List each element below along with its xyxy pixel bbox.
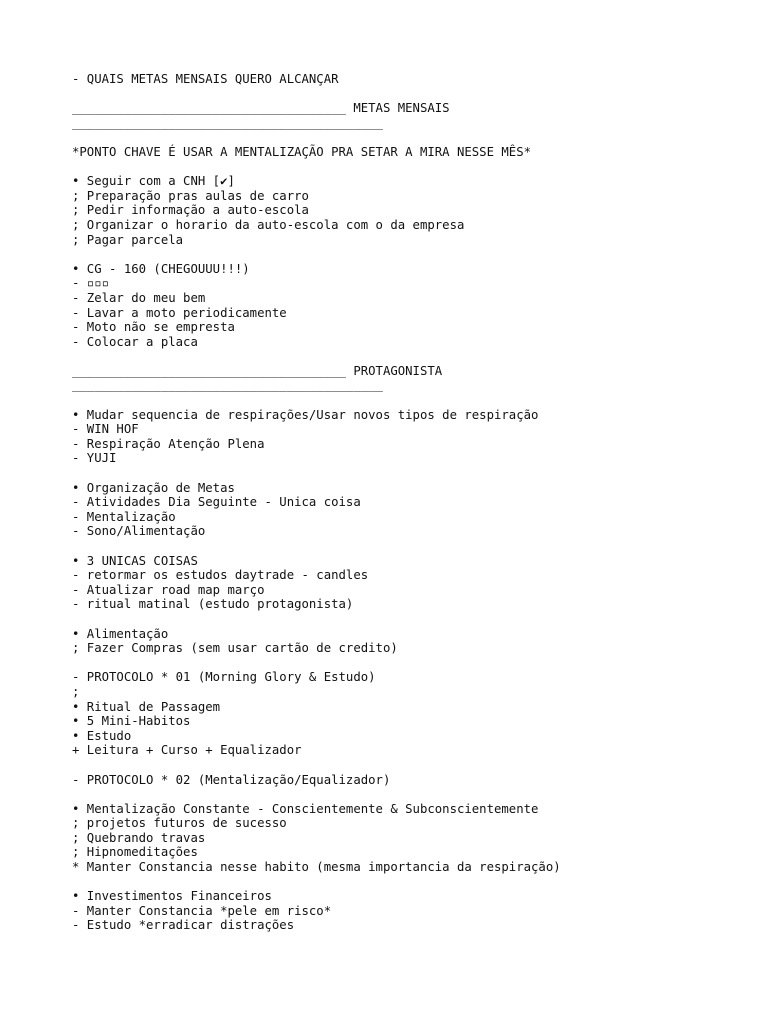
list-item: - PROTOCOLO * 01 (Morning Glory & Estudo) <box>72 670 376 685</box>
list-item: • Seguir com a CNH [✔] <box>72 174 235 189</box>
text-line: - QUAIS METAS MENSAIS QUERO ALCANÇAR <box>72 72 339 86</box>
underline-rule: __________________________________________ <box>72 115 383 130</box>
list-item: - Manter Constancia *pele em risco* <box>72 903 332 918</box>
list-item: - Atualizar road map março <box>72 582 265 597</box>
list-item: - PROTOCOLO * 02 (Mentalização/Equalizador) <box>72 772 391 787</box>
list-block-mentalizacao <box>72 802 712 875</box>
list-item: - Lavar a moto periodicamente <box>72 305 287 320</box>
list-item: - Zelar do meu bem <box>72 290 206 305</box>
list-block-protocolo-01 <box>72 670 712 758</box>
list-item: ; Quebrando travas <box>72 830 206 845</box>
list-item: ; Pedir informação a auto-escola <box>72 203 309 218</box>
section-divider-metas-mensais <box>72 101 712 130</box>
section-title-line: _____________________________________ METAS MENSAIS <box>72 101 450 116</box>
text-line: *PONTO CHAVE É USAR A MENTALIZAÇÃO PRA SETAR A MIRA NESSE MÊS* <box>72 144 532 159</box>
list-item: * Manter Constancia nesse habito (mesma importancia da respiração) <box>72 860 561 875</box>
section-title-line: _____________________________________ PROTAGONISTA <box>72 363 443 378</box>
list-block-protocolo-02 <box>72 773 712 788</box>
list-item: - Estudo *erradicar distrações <box>72 918 295 933</box>
list-item: - YUJI <box>72 451 117 466</box>
list-item: • Organização de Metas <box>72 480 235 495</box>
list-item: ; Pagar parcela <box>72 232 184 247</box>
list-item: • Ritual de Passagem <box>72 699 221 714</box>
list-item: ; Preparação pras aulas de carro <box>72 188 309 203</box>
list-block-investimentos <box>72 889 712 933</box>
list-item: ; projetos futuros de sucesso <box>72 816 287 831</box>
underline-rule: __________________________________________ <box>72 378 383 393</box>
list-item: • Mentalização Constante - Conscientemente & Subconscientemente <box>72 801 539 816</box>
list-item: ; Hipnomeditações <box>72 845 198 860</box>
list-item: • 5 Mini-Habitos <box>72 714 191 729</box>
list-item: • Investimentos Financeiros <box>72 889 272 904</box>
list-item: • CG - 160 (CHEGOUUU!!!) <box>72 261 250 276</box>
list-item: - Respiração Atenção Plena <box>72 436 265 451</box>
list-item: - Mentalização <box>72 509 176 524</box>
list-item: - ritual matinal (estudo protagonista) <box>72 597 354 612</box>
list-item: • Estudo <box>72 728 132 743</box>
list-item: • Alimentação <box>72 626 169 641</box>
list-item: - WIN HOF <box>72 422 139 437</box>
list-item: - Moto não se empresta <box>72 320 235 335</box>
list-item: + Leitura + Curso + Equalizador <box>72 743 302 758</box>
list-block-respiracao <box>72 408 712 466</box>
list-item: - Sono/Alimentação <box>72 524 206 539</box>
list-block-moto <box>72 262 712 350</box>
list-block-unicas-coisas <box>72 554 712 612</box>
key-point <box>72 145 712 160</box>
list-block-organizacao <box>72 481 712 539</box>
list-block-cnh <box>72 174 712 247</box>
list-item: - retormar os estudos daytrade - candles <box>72 568 369 583</box>
list-item: - Atividades Dia Seguinte - Unica coisa <box>72 495 361 510</box>
list-item: ; Organizar o horario da auto-escola com o da empresa <box>72 217 465 232</box>
list-item: • 3 UNICAS COISAS <box>72 553 198 568</box>
list-item: - ▫▫▫ <box>72 276 110 291</box>
list-item: • Mudar sequencia de respirações/Usar novos tipos de respiração <box>72 407 539 422</box>
document-page <box>72 72 712 933</box>
section-divider-protagonista <box>72 364 712 393</box>
list-item: ; Fazer Compras (sem usar cartão de credito) <box>72 641 398 656</box>
list-block-alimentacao <box>72 627 712 656</box>
heading-line <box>72 72 712 87</box>
list-item: - Colocar a placa <box>72 334 198 349</box>
list-item: ; <box>72 684 80 699</box>
